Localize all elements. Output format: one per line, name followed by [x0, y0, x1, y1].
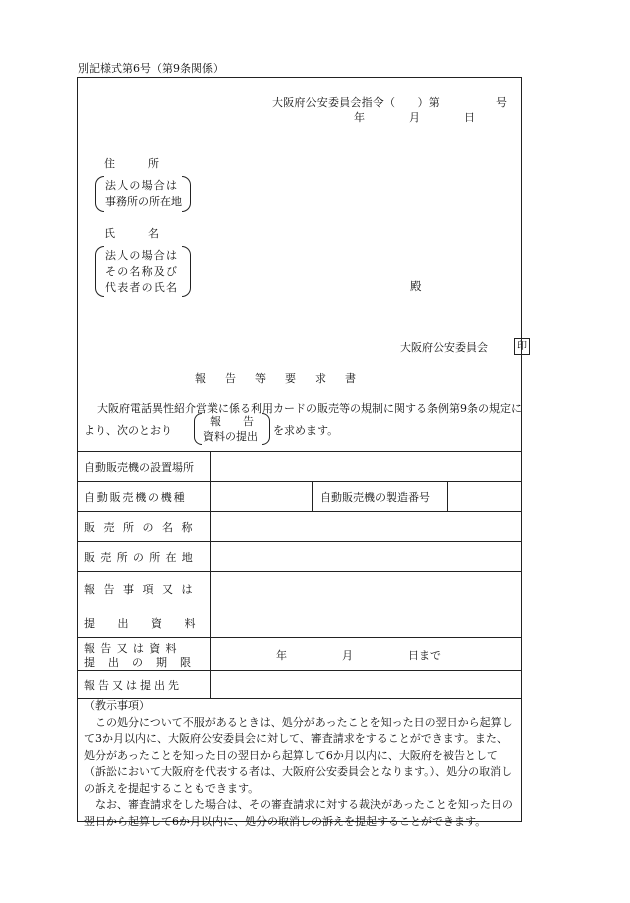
name-note-bracket-right [182, 246, 191, 297]
document-title: 報 告 等 要 求 書 [195, 372, 360, 385]
option-bracket-left [194, 413, 202, 445]
table-rule [77, 670, 522, 671]
option-submit-material: 資料の提出 [203, 430, 258, 443]
row-deadline-label-2: 提出の期限 [84, 656, 204, 669]
address-note-bracket-left [95, 176, 104, 212]
row-installation-place-label: 自動販売機の設置場所 [84, 461, 194, 474]
row-shop-name-label: 販売所の名称 [84, 521, 201, 534]
name-label: 氏 名 [104, 227, 159, 240]
row-destination-label: 報告又は提出先 [84, 679, 182, 692]
address-note-line1: 法人の場合は [105, 179, 179, 192]
address-note-bracket-right [182, 176, 191, 212]
form-label: 別記様式第6号（第9条関係） [78, 62, 224, 75]
row-deadline-value: 年 月 日まで [276, 649, 441, 662]
row-serial-number-label: 自動販売機の製造番号 [320, 491, 430, 504]
address-label: 住 所 [104, 157, 159, 170]
body-line2-post: を求めます。 [273, 424, 339, 437]
table-rule [77, 451, 522, 452]
body-line1: 大阪府電話異性紹介営業に係る利用カードの販売等の規制に関する条例第9条の規定に [97, 402, 522, 415]
notes-block [84, 698, 518, 830]
row-report-items-label-1: 報告事項又は [84, 583, 201, 596]
table-rule [77, 571, 522, 572]
option-bracket-right [262, 413, 270, 445]
row-deadline-label-1: 報告又は資料 [84, 642, 182, 655]
table-rule [77, 511, 522, 512]
row-machine-model-label: 自動販売機の機種 [84, 491, 187, 504]
table-rule [77, 481, 522, 482]
table-column-rule [210, 451, 211, 698]
address-note-line2: 事務所の所在地 [105, 195, 182, 208]
notes-paragraph-1: この処分について不服があるときは、処分があったことを知った日の翌日から起算して3か月以内に、大阪府公安委員会に対して、審査請求をすることができます。また、処分があったことを知った日の翌日から起算して6か月以内に、大阪府を被告として（訴訟において大阪府を代表する者は、大阪府公安委員会となります。）、処分の取消しの訴えを提起することもできます。 [84, 715, 513, 795]
row-report-items-label-2: 提出資料 [84, 617, 218, 630]
date-line: 年 月 日 [354, 111, 475, 124]
seal-mark: 印 [514, 338, 530, 355]
notes-heading: （教示事項） [84, 699, 150, 712]
row-shop-address-label: 販売所の所在地 [84, 551, 199, 564]
notes-paragraph-2: なお、審査請求をした場合は、その審査請求に対する裁決があったことを知った日の翌日から起算して6か月以内に、処分の取消しの訴えを提起することができます。 [84, 798, 513, 828]
table-column-rule [447, 481, 448, 511]
name-note-bracket-left [95, 246, 104, 297]
table-column-rule [312, 481, 313, 511]
name-note-line2: その名称及び [105, 265, 179, 278]
table-rule [77, 541, 522, 542]
issuer-name: 大阪府公安委員会 [400, 341, 488, 354]
name-note-line3: 代表者の氏名 [105, 281, 179, 294]
body-line2-pre: より、次のとおり [84, 424, 172, 437]
designation-line: 大阪府公安委員会指令（ ）第 号 [272, 96, 508, 109]
table-rule [77, 637, 522, 638]
honorific: 殿 [410, 279, 422, 293]
name-note-line1: 法人の場合は [105, 249, 179, 262]
option-report: 報 告 [210, 415, 254, 428]
